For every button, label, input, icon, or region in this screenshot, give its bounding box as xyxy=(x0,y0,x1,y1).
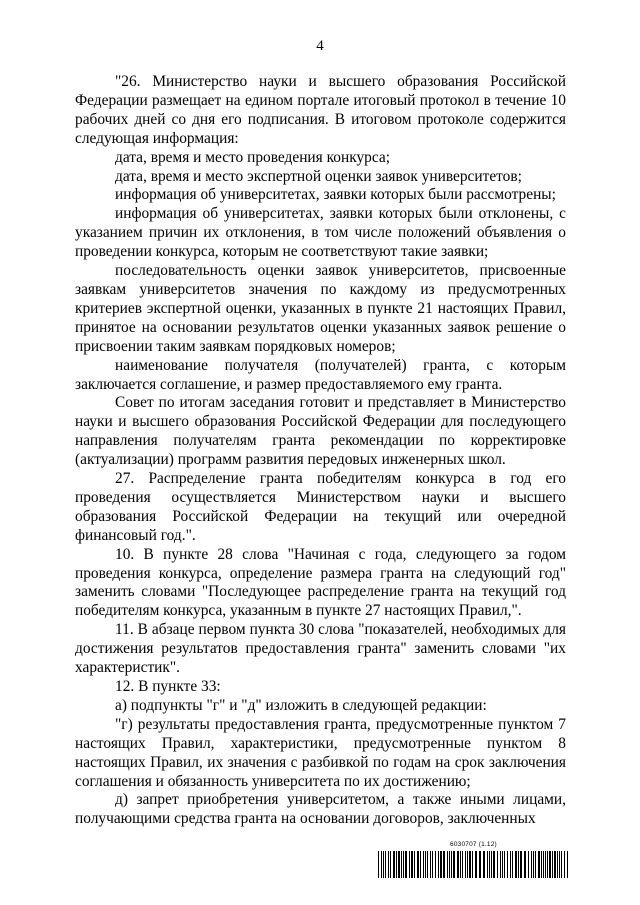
document-footer xyxy=(378,841,570,881)
paragraph: последовательность оценки заявок университетов, присвоенные заявкам университетов значения по каждому из предусмотренных критериев экспертной оценки, указанных в пункте 21 настоящих Правил, принятое на основании результатов оценки указанных заявок решение о присвоении таким заявкам порядковых номеров; xyxy=(75,262,566,355)
paragraph: "26. Министерство науки и высшего образования Российской Федерации размещает на едином портале итоговый протокол в течение 10 рабочих дней со дня его подписания. В итоговом протоколе содержится следующая информация: xyxy=(75,73,566,147)
paragraph: "г) результаты предоставления гранта, предусмотренные пунктом 7 настоящих Правил, характеристики, предусмотренные пунктом 8 настоящих Правил, их значения с разбивкой по годам на срок заключения соглашения и обязанность университета по их достижению; xyxy=(75,715,566,790)
paragraph: информация об университетах, заявки которых были отклонены, с указанием причин их отклонения, в том числе положений объявления о проведении конкурса, которым не соответствуют такие заявки; xyxy=(75,205,566,261)
page-number: 4 xyxy=(316,38,324,54)
paragraph: д) запрет приобретения университетом, а также иными лицами, получающими средства гранта на основании договоров, заключенных xyxy=(75,791,566,828)
paragraph: Совет по итогам заседания готовит и представляет в Министерство науки и высшего образования Российской Федерации для последующего направления получателям гранта рекомендации по корректировке (актуализации) программ развития передовых инженерных школ. xyxy=(75,394,566,469)
barcode-image xyxy=(378,851,570,878)
paragraph: информация об университетах, заявки которых были рассмотрены; xyxy=(115,186,556,204)
document-body xyxy=(75,73,566,829)
paragraph: а) подпункты "г" и "д" изложить в следующей редакции: xyxy=(115,696,487,714)
paragraph: наименование получателя (получателей) гранта, с которым заключается соглашение, и размер предоставляемого ему гранта. xyxy=(75,356,566,393)
paragraph: дата, время и место проведения конкурса; xyxy=(115,148,390,166)
paragraph: дата, время и место экспертной оценки заявок университетов; xyxy=(115,167,522,185)
barcode-code: 6030707 (1.12) xyxy=(450,841,497,848)
paragraph: 27. Распределение гранта победителям конкурса в год его проведения осуществляется Министерством науки и высшего образования Российской Федерации на текущий или очередной финансовый год.". xyxy=(75,470,566,544)
paragraph: 10. В пункте 28 слова "Начиная с года, следующего за годом проведения конкурса, определение размера гранта на следующий год" заменить словами "Последующее распределение гранта на текущий год победителям конкурса, указанным в пункте 27 настоящих Правил,". xyxy=(75,545,566,620)
paragraph: 12. В пункте 33: xyxy=(115,678,221,695)
paragraph: 11. В абзаце первом пункта 30 слова "показателей, необходимых для достижения результатов предоставления гранта" заменить словами "их характеристик". xyxy=(75,621,566,677)
